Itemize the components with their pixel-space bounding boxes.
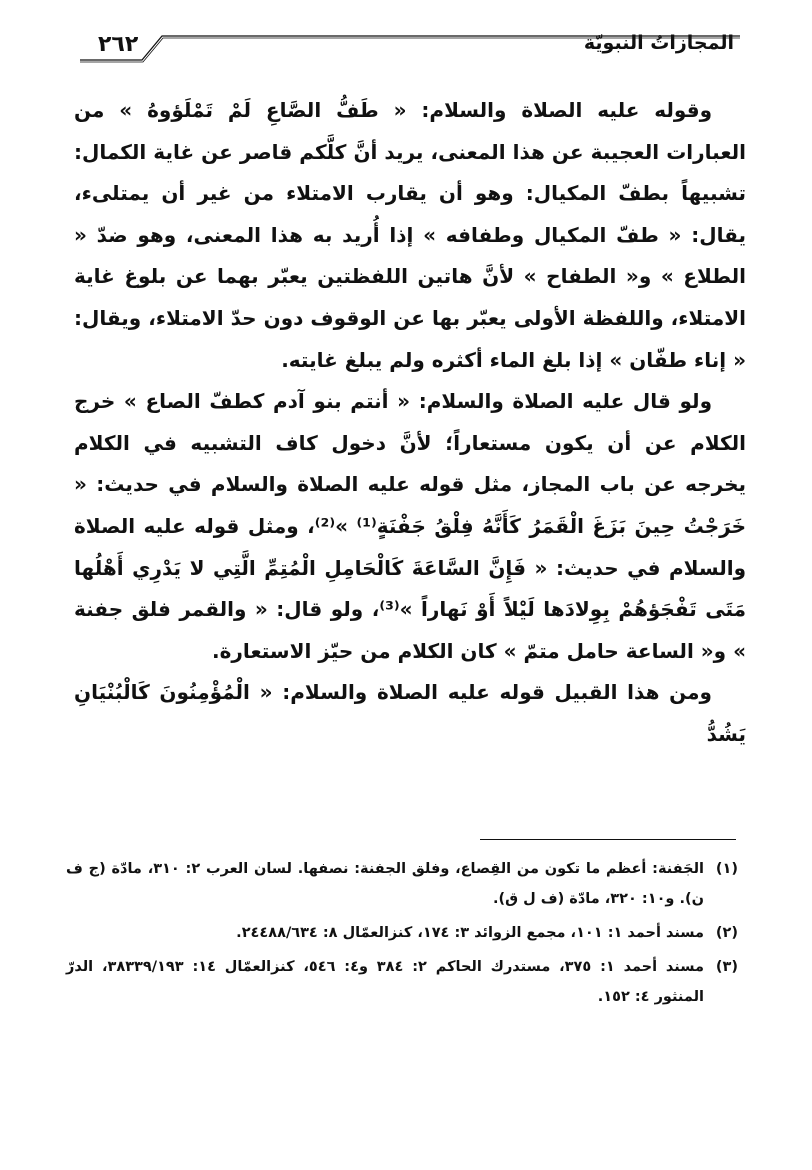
running-header bbox=[80, 28, 740, 74]
footnote-marker: (٣) bbox=[715, 959, 738, 975]
footnote-marker: (١) bbox=[715, 861, 738, 877]
paragraph: وقوله عليه الصلاة والسلام: « طَفُّ الصَّاعِ لَمْ تَمْلَؤوهُ » من العبارات العجيبة عن هذا المعنى، يريد أنَّ كلَّكم قاصر عن غاية الكمال: تشبيهاً بطفّ المكيال: وهو أن يقارب الامتلاء من غير أن يمتلىء، يقال: « طفّ المكيال وطفافه » إذا أُريد به هذا المعنى، وهو ضدّ « الطلاع » و« الطفاح » لأنَّ هاتين اللفظتين يعبّر بهما عن بلوغ غاية الامتلاء، واللفظة الأولى يعبّر بها عن الوقوف دون حدّ الامتلاء، ويقال: « إناء طفّان » إذا بلغ الماء أكثره ولم يبلغ غايته. bbox=[74, 98, 746, 372]
footnote-divider bbox=[480, 839, 736, 840]
paragraph: ولو قال عليه الصلاة والسلام: « أنتم بنو آدم كطفّ الصاع » خرج الكلام عن أن يكون مستعاراً؛ لأنَّ دخول كاف التشبيه في الكلام يخرجه عن باب المجاز، مثل قوله عليه الصلاة والسلام في حديث: « خَرَجْتُ حِينَ بَزَغَ الْقَمَرُ كَأَنَّهُ فِلْقُ جَفْنَةٍ⁽¹⁾ »⁽²⁾، ومثل قوله عليه الصلاة والسلام في حديث: « فَإِنَّ السَّاعَةَ كَالْحَامِلِ الْمُتِمِّ الَّتِي لا يَدْرِي أَهْلُها مَتَى تَفْجَؤهُمْ بِوِلادَها لَيْلاً أَوْ نَهاراً »⁽³⁾، ولو قال: « والقمر فلق جفنة » و« الساعة حامل متمّ » كان الكلام من حيّز الاستعارة. bbox=[74, 389, 747, 663]
footnotes bbox=[66, 854, 738, 1016]
main-text bbox=[74, 90, 746, 756]
paragraph: ومن هذا القبيل قوله عليه الصلاة والسلام: « الْمُؤْمِنُونَ كَالْبُنْيَانِ يَشُدُّ bbox=[74, 680, 746, 746]
footnote-text: مسند أحمد ١: ١٠١، مجمع الزوائد ٣: ١٧٤، كنزالعمّال ٨: ٢٤٤٨٨/٦٣٤. bbox=[236, 925, 704, 941]
footnote-marker: (٢) bbox=[715, 925, 738, 941]
footnote-text: الجَفنة: أعظم ما تكون من القِصاع، وفلق الجفنة: نصفها. لسان العرب ٢: ٣١٠، مادّة (ج ف ن). و١٠: ٣٢٠، مادّة (ف ل ق). bbox=[66, 861, 704, 907]
footnote bbox=[66, 952, 738, 1012]
footnote-text: مسند أحمد ١: ٣٧٥، مستدرك الحاكم ٢: ٣٨٤ و٤: ٥٤٦، كنزالعمّال ١٤: ٣٨٣٣٩/١٩٣، الدرّ المنثور ٤: ١٥٢. bbox=[66, 959, 704, 1005]
page-number: ٢٦٢ bbox=[98, 32, 139, 57]
footnote bbox=[66, 854, 738, 914]
footnote bbox=[66, 918, 738, 948]
book-title: المجازاتُ النبويّة bbox=[583, 32, 734, 54]
